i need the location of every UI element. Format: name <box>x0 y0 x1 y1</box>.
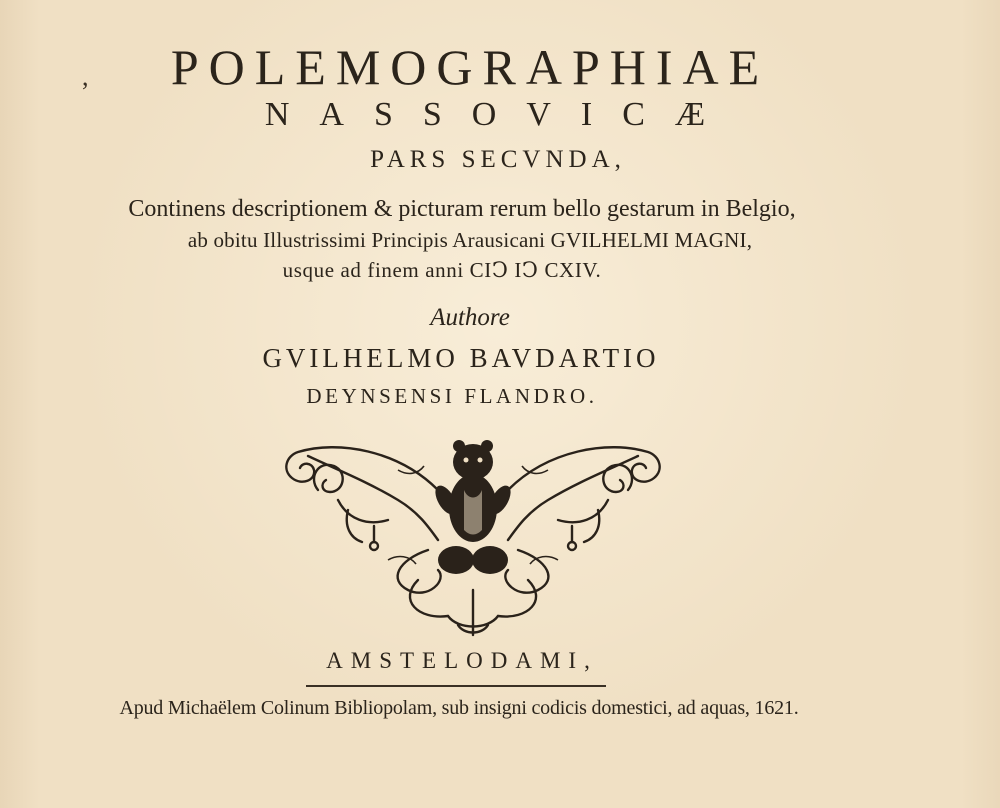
bear-foliage-woodcut-icon <box>278 430 668 640</box>
imprint-line: Apud Michaëlem Colinum Bibliopolam, sub insigni codicis domestici, ad aquas, 1621. <box>119 697 799 719</box>
author-name: GVILHELMO BAVDARTIO <box>262 343 660 373</box>
imprint-rule <box>306 685 606 687</box>
author-label: Authore <box>430 304 510 331</box>
title-line-2: NASSOVICÆ <box>264 96 736 133</box>
place-of-publication: AMSTELODAMI, <box>326 648 598 673</box>
author-origin: DEYNSENSI FLANDRO. <box>306 384 598 408</box>
title-line-3: PARS SECVNDA, <box>370 146 626 173</box>
subtitle-line-1: Continens descriptionem & picturam rerum bello gestarum in Belgio, <box>128 196 796 222</box>
title-line-1: POLEMOGRAPHIAE <box>170 39 770 95</box>
subtitle-line-3: usque ad finem anni CIↃ IↃ CXIV. <box>282 258 602 282</box>
stray-comma-mark: , <box>82 62 89 91</box>
subtitle-line-2: ab obitu Illustrissimi Principis Arausicani GVILHELMI MAGNI, <box>187 228 753 252</box>
